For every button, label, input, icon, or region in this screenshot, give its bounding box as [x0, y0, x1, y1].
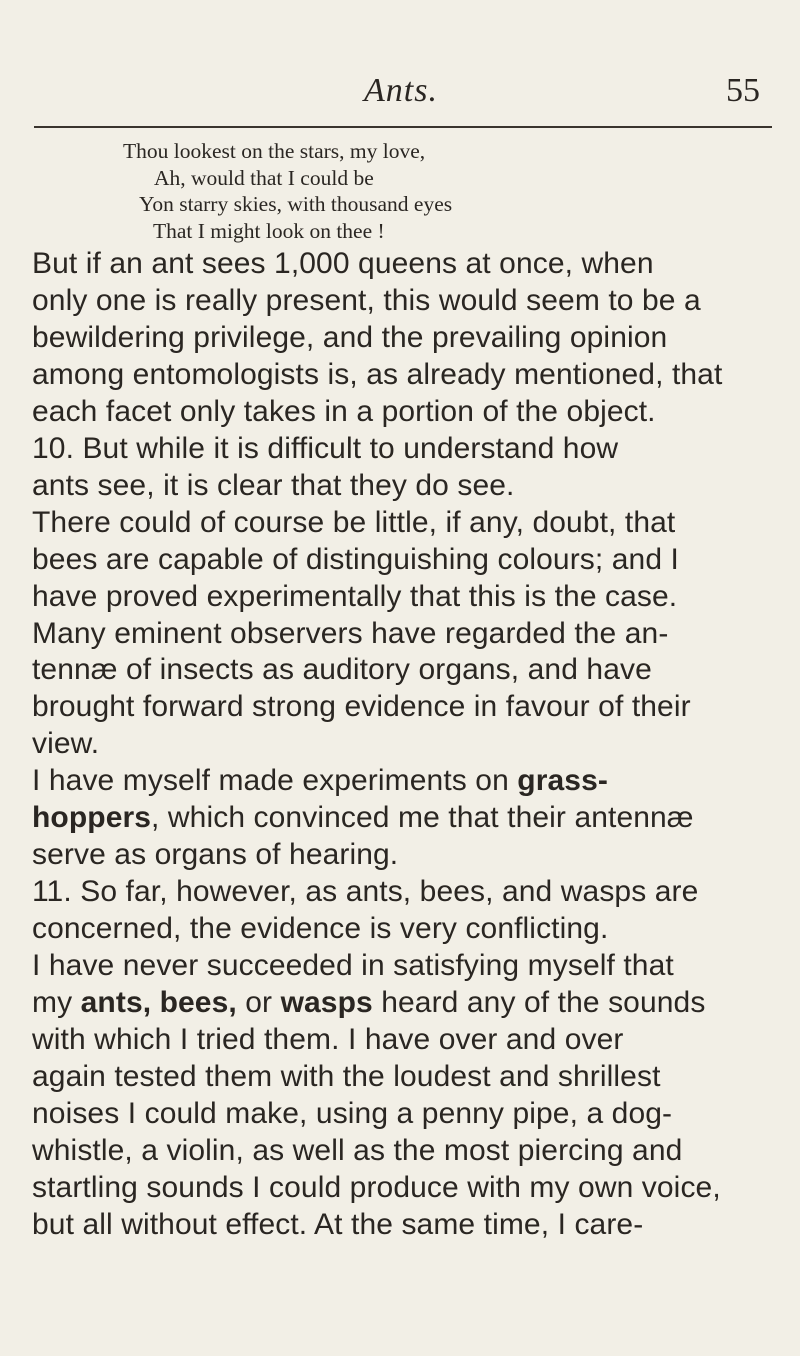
text-line: Many eminent observers have regarded the an- — [32, 616, 669, 650]
verse-quotation — [0, 138, 800, 244]
bold-text-run: wasps — [280, 986, 373, 1020]
text-line: view. — [32, 727, 100, 761]
verse-line: Thou lookest on the stars, my love, — [123, 139, 426, 163]
text-run: my — [32, 986, 81, 1020]
text-line: but all without effect. At the same time, I care- — [32, 1207, 644, 1241]
text-run: , which convinced me that their antennæ — [151, 801, 694, 835]
running-head — [36, 72, 766, 112]
text-line — [32, 800, 782, 837]
text-line: again tested them with the loudest and shrillest — [32, 1059, 661, 1093]
text-line: only one is really present, this would seem to be a — [32, 283, 701, 317]
text-line: ants see, it is clear that they do see. — [32, 468, 515, 502]
text-line: But if an ant sees 1,000 queens at once, when — [32, 247, 654, 280]
text-line: startling sounds I could produce with my own voice, — [32, 1170, 721, 1204]
text-run: I have myself made experiments on — [32, 764, 518, 798]
text-line: whistle, a violin, as well as the most piercing and — [32, 1133, 683, 1167]
verse-line: Yon starry skies, with thousand eyes — [139, 192, 453, 217]
text-line: with which I tried them. I have over and over — [32, 1023, 624, 1057]
text-run: or — [236, 986, 281, 1020]
page-number: 55 — [726, 72, 760, 109]
text-line: each facet only takes in a portion of the object. — [32, 394, 656, 428]
text-line — [32, 763, 782, 800]
text-line: 11. So far, however, as ants, bees, and wasps are — [32, 875, 699, 909]
text-line: concerned, the evidence is very conflicting. — [32, 912, 609, 946]
text-line: tennæ of insects as auditory organs, and have — [32, 653, 652, 687]
body-text — [32, 246, 782, 1244]
text-line: I have never succeeded in satisfying myself that — [32, 949, 674, 983]
verse-line: That I might look on thee ! — [153, 218, 385, 243]
text-line: among entomologists is, as already mentioned, that — [32, 357, 723, 391]
text-line: have proved experimentally that this is the case. — [32, 579, 678, 613]
text-line: 10. But while it is difficult to understand how — [32, 431, 619, 465]
header-rule — [34, 126, 772, 128]
bold-text-run: hoppers — [32, 801, 152, 835]
text-line: brought forward strong evidence in favour of their — [32, 690, 691, 724]
bold-text-run: ants, bees, — [80, 986, 237, 1020]
text-line: serve as organs of hearing. — [32, 838, 399, 872]
text-line: noises I could make, using a penny pipe, a dog- — [32, 1096, 673, 1130]
text-line: bewildering privilege, and the prevailing opinion — [32, 320, 668, 354]
text-line: bees are capable of distinguishing colours; and I — [32, 542, 679, 576]
bold-text-run: grass- — [517, 764, 608, 798]
running-title: Ants. — [364, 72, 438, 109]
verse-line: Ah, would that I could be — [154, 165, 374, 190]
text-line: There could of course be little, if any, doubt, that — [32, 505, 676, 539]
text-run: heard any of the sounds — [372, 986, 706, 1020]
text-line — [32, 985, 782, 1022]
